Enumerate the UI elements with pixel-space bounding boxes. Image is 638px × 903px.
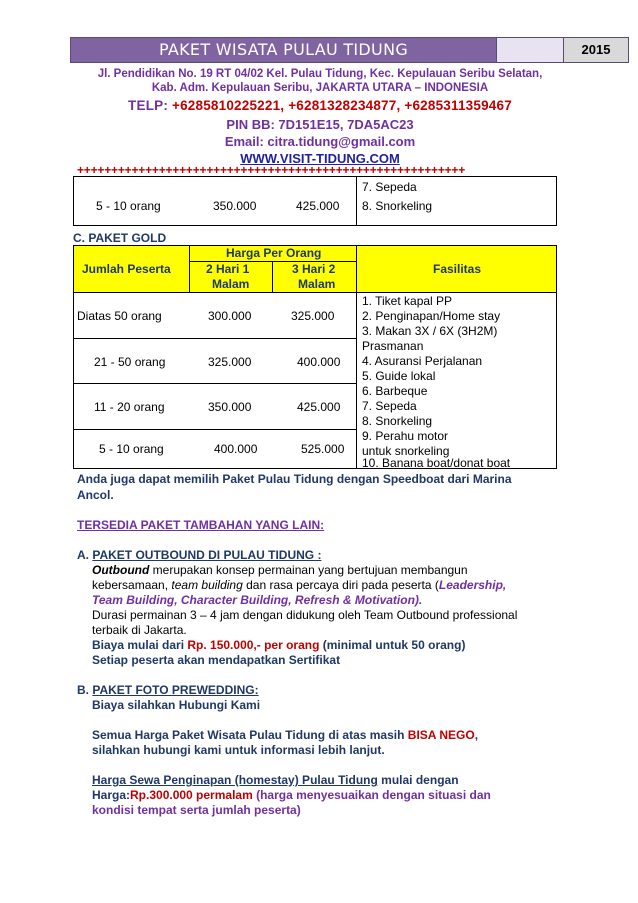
gold-row-1-peserta: Diatas 50 orang (77, 309, 162, 323)
website-link[interactable]: WWW.VISIT-TIDUNG.COM (240, 151, 400, 166)
homestay-line-1 (92, 773, 459, 787)
facility-item: 9. Perahu motor (362, 429, 449, 443)
gold-row-4-peserta: 5 - 10 orang (99, 442, 164, 456)
prewedding-heading (77, 683, 259, 697)
homestay-l2-a: Harga: (92, 788, 131, 802)
header-spacer (497, 37, 563, 63)
outbound-line-1 (92, 563, 468, 577)
gold-row-3-2h: 350.000 (208, 400, 252, 414)
homestay-line-2 (92, 788, 491, 802)
gold-row-1-2h: 300.000 (208, 309, 252, 323)
speedboat-note-line2: Ancol. (77, 488, 114, 502)
facility-item: 4. Asuransi Perjalanan (362, 354, 483, 368)
prewedding-title: PAKET FOTO PREWEDDING: (92, 683, 259, 697)
prev-facility-8: 8. Snorkeling (362, 199, 433, 213)
facility-item: 6. Barbeque (362, 384, 428, 398)
outbound-line-4: Durasi permainan 3 – 4 jam dengan didukung oleh Team Outbound professional (92, 608, 518, 622)
prev-facility-7: 7. Sepeda (362, 180, 417, 194)
prewedding-prefix: B. (77, 683, 89, 697)
year-badge: 2015 (563, 37, 629, 63)
facility-item: untuk snorkeling (362, 444, 450, 458)
gold-row-3-3h: 425.000 (297, 400, 341, 414)
outbound-l6-a: Biaya mulai dari (92, 638, 188, 652)
outbound-l2-a: kebersamaan, (92, 578, 172, 592)
outbound-heading (77, 548, 321, 562)
section-gold-title: C. PAKET GOLD (73, 231, 167, 245)
homestay-l1-b: mulai dengan (377, 773, 459, 787)
outbound-line-5: terbaik di Jakarta. (92, 623, 187, 637)
gold-row-4-2h: 400.000 (214, 442, 258, 456)
th-2h1m-line2: Malam (212, 277, 250, 291)
telephone-numbers: +6285810225221, +6281328234877, +6285311359467 (172, 98, 512, 113)
document-title: PAKET WISATA PULAU TIDUNG (70, 37, 497, 63)
gold-row-2-3h: 400.000 (297, 355, 341, 369)
nego-line-1 (92, 728, 478, 742)
facility-item: 7. Sepeda (362, 399, 417, 413)
speedboat-note-line1: Anda juga dapat memilih Paket Pulau Tidung dengan Speedboat dari Marina (77, 472, 512, 486)
outbound-l6-c: (minimal untuk 50 orang) (319, 638, 466, 652)
tambahan-title: TERSEDIA PAKET TAMBAHAN YANG LAIN: (77, 518, 325, 532)
telephone-line (60, 98, 580, 113)
homestay-price: Rp.300.000 permalam (130, 788, 253, 802)
homestay-l1-a: Harga Sewa Penginapan (homestay) Pulau Tidung (92, 773, 378, 787)
outbound-l2-b: team building (171, 578, 243, 592)
outbound-prefix: A. (77, 548, 89, 562)
outbound-price: Rp. 150.000,- per orang (187, 638, 320, 652)
email-line: Email: citra.tidung@gmail.com (224, 134, 416, 149)
gold-row-2-peserta: 21 - 50 orang (94, 355, 166, 369)
gold-row-3-peserta: 11 - 20 orang (94, 400, 165, 414)
nego-highlight: BISA NEGO (407, 728, 475, 742)
th-harga-label: Harga Per Orang (226, 246, 322, 260)
homestay-l2-c: (harga menyesuaikan dengan situasi dan (252, 788, 491, 802)
th-fasilitas-label: Fasilitas (433, 262, 482, 276)
homestay-line-3: kondisi tempat serta jumlah peserta) (92, 803, 301, 817)
address-line-2: Kab. Adm. Kepulauan Seribu, JAKARTA UTARA – INDONESIA (151, 82, 489, 94)
address-line-1: Jl. Pendidikan No. 19 RT 04/02 Kel. Pulau Tidung, Kec. Kepulauan Seribu Selatan, (97, 68, 543, 80)
facility-item: 10. Banana boat/donat boat (362, 456, 511, 470)
outbound-line-2 (92, 578, 506, 592)
outbound-l2-d: Leadership, (438, 578, 507, 592)
outbound-title: PAKET OUTBOUND DI PULAU TIDUNG : (92, 548, 322, 562)
outbound-line-1-rest: merupakan konsep permainan yang bertujuan membangun (149, 563, 468, 577)
outbound-term: Outbound (92, 563, 150, 577)
prewedding-line: Biaya silahkan Hubungi Kami (92, 698, 261, 712)
th-jumlah-peserta-label: Jumlah Peserta (82, 262, 171, 276)
telephone-label: TELP: (128, 98, 169, 113)
facility-item: 2. Penginapan/Home stay (362, 309, 501, 323)
facility-item: 3. Makan 3X / 6X (3H2M) (362, 324, 498, 338)
separator-line: +++++++++++++++++++++++++++++++++++++++++++++++++++++++++ (77, 163, 466, 177)
outbound-line-7: Setiap peserta akan mendapatkan Sertifikat (92, 653, 341, 667)
facility-item: 1. Tiket kapal PP (362, 294, 453, 308)
facility-item: 5. Guide lokal (362, 369, 436, 383)
prev-row-3h: 425.000 (296, 199, 340, 213)
facility-item: 8. Snorkeling (362, 414, 433, 428)
nego-line-2: silahkan hubungi kami untuk informasi lebih lanjut. (92, 743, 385, 757)
prev-row-2h: 350.000 (213, 199, 257, 213)
nego-l1-c: , (474, 728, 479, 742)
outbound-line-6 (92, 638, 465, 652)
th-2h1m-line1: 2 Hari 1 (206, 262, 250, 276)
prev-row-peserta: 5 - 10 orang (96, 199, 161, 213)
outbound-line-3: Team Building, Character Building, Refresh & Motivation). (92, 593, 423, 607)
nego-l1-a: Semua Harga Paket Wisata Pulau Tidung di atas masih (92, 728, 408, 742)
gold-row-4-3h: 525.000 (301, 442, 345, 456)
outbound-l2-c: dan rasa percaya diri pada peserta ( (242, 578, 439, 592)
pin-bb: PIN BB: 7D151E15, 7DA5AC23 (226, 117, 414, 132)
th-3h2m-line1: 3 Hari 2 (292, 262, 336, 276)
header-bar (70, 37, 611, 63)
gold-row-2-2h: 325.000 (208, 355, 252, 369)
facility-item: Prasmanan (362, 339, 424, 353)
gold-row-1-3h: 325.000 (291, 309, 335, 323)
th-3h2m-line2: Malam (298, 277, 336, 291)
